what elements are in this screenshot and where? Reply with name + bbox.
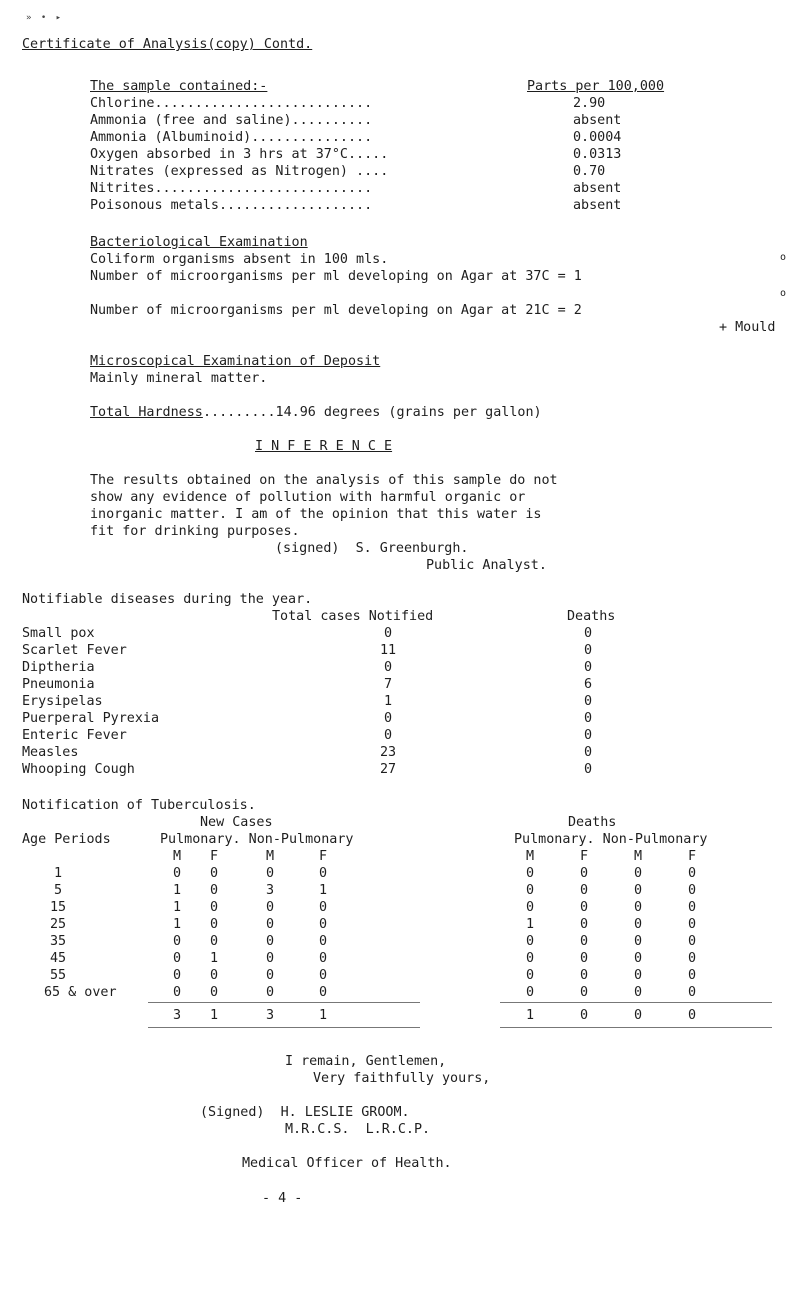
inference-line-2: show any evidence of pollution with harmful organic or — [90, 490, 526, 505]
sample-row-label: Chlorine........................... — [90, 96, 373, 111]
tb-cell: 0 — [579, 968, 589, 983]
tb-cell: 0 — [633, 968, 643, 983]
disease-cases: 23 — [379, 745, 397, 760]
tb-cell: 0 — [525, 934, 535, 949]
disease-name: Puerperal Pyrexia — [22, 711, 160, 726]
sample-row-label: Nitrites........................... — [90, 181, 373, 196]
tb-deaths-sub-heading: Pulmonary. Non-Pulmonary — [514, 832, 708, 847]
tb-deaths-heading: Deaths — [568, 815, 617, 830]
disease-deaths: 0 — [583, 694, 593, 709]
sample-heading: The sample contained:- — [90, 79, 268, 94]
tb-cell: 0 — [265, 934, 275, 949]
sample-row-value: absent — [573, 113, 622, 128]
tb-cell: 0 — [525, 985, 535, 1000]
tb-cell: 0 — [318, 934, 328, 949]
disease-deaths: 0 — [583, 745, 593, 760]
tb-cell: 0 — [265, 900, 275, 915]
tb-cell: 0 — [579, 866, 589, 881]
disease-cases: 0 — [383, 626, 393, 641]
hardness-text: .........14.96 degrees (grains per gallon) — [203, 405, 542, 420]
tb-cell: 1 — [209, 951, 219, 966]
units-heading: Parts per 100,000 — [527, 79, 665, 94]
disease-name: Diptheria — [22, 660, 95, 675]
tb-cell: 0 — [318, 968, 328, 983]
tb-cell: 0 — [209, 883, 219, 898]
sample-row-label: Nitrates (expressed as Nitrogen) .... — [90, 164, 389, 179]
tb-cell: 0 — [633, 917, 643, 932]
inference-heading: I N F E R E N C E — [255, 439, 393, 454]
tb-sex-header: M — [525, 849, 535, 864]
sample-row-value: 0.0004 — [573, 130, 622, 145]
tb-cell: 0 — [525, 883, 535, 898]
sample-row-label: Ammonia (Albuminoid)............... — [90, 130, 373, 145]
page-title: Certificate of Analysis(copy) Contd. — [22, 37, 313, 52]
tb-cell: 3 — [265, 883, 275, 898]
tb-cell: 0 — [687, 951, 697, 966]
sample-row-value: absent — [573, 198, 622, 213]
tb-cell: 1 — [172, 900, 182, 915]
disease-cases: 27 — [379, 762, 397, 777]
tb-total-cell: 0 — [579, 1008, 589, 1023]
tb-cell: 0 — [209, 866, 219, 881]
closing-line-1: I remain, Gentlemen, — [285, 1054, 447, 1069]
tb-cell: 0 — [209, 934, 219, 949]
tb-total-cell: 1 — [209, 1008, 219, 1023]
tb-cell: 0 — [318, 917, 328, 932]
sample-row-label: Poisonous metals................... — [90, 198, 373, 213]
tb-cell: 0 — [633, 985, 643, 1000]
disease-deaths: 0 — [583, 626, 593, 641]
microscopical-heading: Microscopical Examination of Deposit — [90, 354, 381, 369]
tb-cell: 0 — [265, 917, 275, 932]
tb-total-cell: 1 — [525, 1008, 535, 1023]
disease-deaths: 0 — [583, 643, 593, 658]
disease-deaths: 0 — [583, 660, 593, 675]
tb-cell: 0 — [209, 900, 219, 915]
tb-sex-header: M — [265, 849, 275, 864]
tb-cell: 0 — [265, 985, 275, 1000]
tb-cell: 0 — [579, 900, 589, 915]
tb-age-period: 25 — [49, 917, 67, 932]
analyst-signature: (signed) S. Greenburgh. — [275, 541, 469, 556]
sample-row-label: Ammonia (free and saline).......... — [90, 113, 373, 128]
tb-cell: 0 — [209, 917, 219, 932]
tb-cell: 0 — [687, 934, 697, 949]
degree-mark-21: o — [780, 288, 787, 299]
tb-cell: 0 — [579, 934, 589, 949]
tb-cell: 0 — [172, 866, 182, 881]
tb-sex-header: M — [633, 849, 643, 864]
tb-cell: 0 — [687, 985, 697, 1000]
tb-new-bottom-rule — [148, 1027, 420, 1028]
notifiable-col-cases: Total cases Notified — [272, 609, 434, 624]
agar-21-line: Number of microorganisms per ml developing on Agar at 21C = 2 — [90, 303, 582, 318]
tb-cell: 0 — [265, 968, 275, 983]
tb-total-cell: 0 — [687, 1008, 697, 1023]
tb-age-period: 55 — [49, 968, 67, 983]
tb-cell: 0 — [265, 866, 275, 881]
tb-cell: 0 — [172, 985, 182, 1000]
tb-cell: 1 — [172, 883, 182, 898]
sample-row-value: 0.0313 — [573, 147, 622, 162]
tb-sex-header: M — [172, 849, 182, 864]
tb-age-period: 65 & over — [44, 985, 117, 1000]
disease-name: Pneumonia — [22, 677, 95, 692]
hardness-label: Total Hardness — [90, 405, 203, 420]
tb-age-period: 15 — [49, 900, 67, 915]
tb-sex-header: F — [209, 849, 219, 864]
disease-cases: 1 — [383, 694, 393, 709]
tb-cell: 0 — [209, 985, 219, 1000]
analyst-title: Public Analyst. — [426, 558, 547, 573]
moh-title: Medical Officer of Health. — [242, 1156, 452, 1171]
sample-row-value: absent — [573, 181, 622, 196]
disease-cases: 0 — [383, 711, 393, 726]
inference-line-3: inorganic matter. I am of the opinion that this water is — [90, 507, 542, 522]
tb-cell: 0 — [579, 985, 589, 1000]
tb-cell: 0 — [525, 866, 535, 881]
tb-age-periods-heading: Age Periods — [22, 832, 111, 847]
disease-cases: 0 — [383, 660, 393, 675]
tb-cell: 0 — [318, 900, 328, 915]
tb-deaths-bottom-rule — [500, 1027, 772, 1028]
tb-age-period: 5 — [53, 883, 63, 898]
microscopical-text: Mainly mineral matter. — [90, 371, 268, 386]
tb-cell: 0 — [687, 900, 697, 915]
sample-row-label: Oxygen absorbed in 3 hrs at 37°C..... — [90, 147, 389, 162]
notifiable-heading: Notifiable diseases during the year. — [22, 592, 313, 607]
tb-cell: 1 — [172, 917, 182, 932]
tb-total-cell: 1 — [318, 1008, 328, 1023]
disease-deaths: 0 — [583, 762, 593, 777]
inference-line-1: The results obtained on the analysis of this sample do not — [90, 473, 558, 488]
closing-line-2: Very faithfully yours, — [313, 1071, 491, 1086]
disease-deaths: 0 — [583, 711, 593, 726]
tb-cell: 0 — [633, 900, 643, 915]
tb-cell: 0 — [209, 968, 219, 983]
disease-deaths: 0 — [583, 728, 593, 743]
tb-cell: 0 — [633, 866, 643, 881]
corner-mark: » • ▸ — [26, 13, 64, 23]
disease-cases: 7 — [383, 677, 393, 692]
notifiable-col-deaths: Deaths — [567, 609, 616, 624]
tb-total-cell: 3 — [265, 1008, 275, 1023]
disease-name: Small pox — [22, 626, 95, 641]
tb-deaths-total-rule — [500, 1002, 772, 1003]
disease-name: Erysipelas — [22, 694, 103, 709]
moh-signature: (Signed) H. LESLIE GROOM. — [200, 1105, 410, 1120]
disease-cases: 11 — [379, 643, 397, 658]
tb-cell: 1 — [318, 883, 328, 898]
tb-age-period: 35 — [49, 934, 67, 949]
disease-name: Scarlet Fever — [22, 643, 127, 658]
tb-cell: 0 — [172, 968, 182, 983]
tb-cell: 0 — [318, 866, 328, 881]
tb-cell: 0 — [687, 866, 697, 881]
tb-cell: 0 — [525, 951, 535, 966]
tb-cell: 0 — [579, 883, 589, 898]
tb-sex-header: F — [687, 849, 697, 864]
tb-cell: 0 — [525, 900, 535, 915]
tb-cell: 0 — [579, 917, 589, 932]
inference-line-4: fit for drinking purposes. — [90, 524, 300, 539]
tb-cell: 0 — [172, 951, 182, 966]
tb-cell: 0 — [633, 934, 643, 949]
tb-sex-header: F — [318, 849, 328, 864]
sample-row-value: 0.70 — [573, 164, 606, 179]
agar-37-line: Number of microorganisms per ml developing on Agar at 37C = 1 — [90, 269, 582, 284]
tb-total-cell: 0 — [633, 1008, 643, 1023]
coliform-line: Coliform organisms absent in 100 mls. — [90, 252, 389, 267]
tb-cell: 0 — [525, 968, 535, 983]
disease-deaths: 6 — [583, 677, 593, 692]
tb-new-sub-heading: Pulmonary. Non-Pulmonary — [160, 832, 354, 847]
tb-cell: 0 — [633, 951, 643, 966]
tb-age-period: 1 — [53, 866, 63, 881]
tb-cell: 0 — [318, 985, 328, 1000]
moh-qualifications: M.R.C.S. L.R.C.P. — [285, 1122, 431, 1137]
tb-sex-header: F — [579, 849, 589, 864]
disease-name: Whooping Cough — [22, 762, 135, 777]
mould-note: + Mould — [719, 320, 776, 335]
tb-cell: 1 — [525, 917, 535, 932]
tb-cell: 0 — [687, 883, 697, 898]
tb-cell: 0 — [579, 951, 589, 966]
degree-mark-37: o — [780, 252, 787, 263]
tuberculosis-heading: Notification of Tuberculosis. — [22, 798, 256, 813]
bacteriological-heading: Bacteriological Examination — [90, 235, 308, 250]
tb-cell: 0 — [633, 883, 643, 898]
tb-new-total-rule — [148, 1002, 420, 1003]
tb-cell: 0 — [172, 934, 182, 949]
tb-cell: 0 — [687, 917, 697, 932]
disease-name: Measles — [22, 745, 79, 760]
sample-row-value: 2.90 — [573, 96, 606, 111]
tb-age-period: 45 — [49, 951, 67, 966]
page-number: - 4 - — [262, 1191, 303, 1206]
disease-cases: 0 — [383, 728, 393, 743]
tb-cell: 0 — [318, 951, 328, 966]
tb-cell: 0 — [687, 968, 697, 983]
tb-new-cases-heading: New Cases — [200, 815, 273, 830]
tb-cell: 0 — [265, 951, 275, 966]
tb-total-cell: 3 — [172, 1008, 182, 1023]
disease-name: Enteric Fever — [22, 728, 127, 743]
